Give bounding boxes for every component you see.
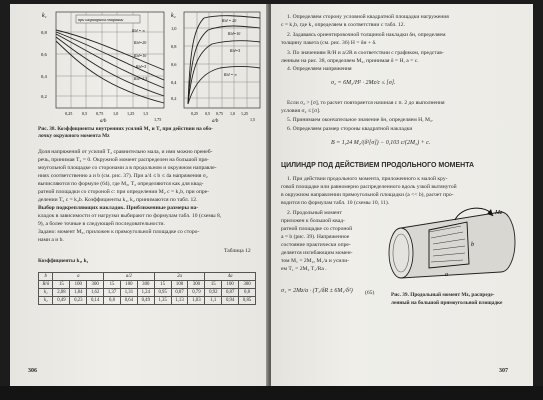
section-line-5: приложен к большой квад-: [281, 218, 345, 224]
paragraph-line-4: вычисляются по формуле (64), где M₂, T₂ определяются как для квад-: [38, 181, 204, 187]
k2-xtick-4: 1,25: [241, 111, 248, 116]
k1-ytick-1: 0,6: [41, 52, 47, 57]
k1-box-label: при шарнирном опирании: [78, 17, 124, 22]
formula-sigma1: σ₁ = 2Mz/a · (T₁/δR ± 6M₁/δ²): [281, 288, 353, 294]
k2-ytick-3: 0,4: [171, 80, 177, 85]
figure-label-moment: Mz: [495, 210, 503, 216]
section-heading: ЦИЛИНДР ПОД ДЕЙСТВИЕМ ПРОДОЛЬНОГО МОМЕНТА: [281, 162, 475, 169]
page-number-right: 307: [499, 368, 508, 374]
k2-axis-label: k₂: [171, 13, 176, 19]
right-page: [271, 4, 533, 386]
k1-ytick-0: 0,8: [41, 30, 47, 35]
k2-ytick-1: 0,8: [171, 44, 177, 49]
paragraph-line-7: Выбор подкрепляющих накладок. Приближенные размеры на-: [38, 205, 199, 211]
k2-curve-label-0: R/d = 20: [222, 18, 237, 23]
section-line-6: ратной площадке со стороной: [281, 226, 353, 232]
table-cell: k₁: [39, 289, 53, 297]
paragraph-line-5: ратной площадки со стороной c: при определении M₂ c = k₁b, при опре-: [38, 189, 210, 195]
k2-xtick-5: 1,5: [250, 117, 255, 122]
table-cell: 0,23: [70, 297, 87, 305]
table-row: [39, 289, 256, 297]
figure-label-a: a: [445, 272, 448, 278]
step-line-1: c = k₁b, где k₁ определяем в соответствии с табл. 12.: [281, 22, 405, 28]
section-line-1: говой площадке или равномерно распределенного вдоль узкой вытянутой: [281, 184, 457, 190]
table-cell: 1,35: [154, 297, 171, 305]
table-title: Таблица 12: [224, 248, 251, 254]
table-cell: 0,49: [53, 297, 70, 305]
table-cell: 15: [53, 281, 70, 289]
table-cell: 2,08: [53, 289, 70, 297]
k2-curve-1: [188, 16, 260, 104]
page-number-left: 306: [28, 368, 37, 374]
section-line-8: состояние практически опре-: [281, 242, 351, 248]
k2-curve-label-3: R/d = ∞: [224, 72, 238, 77]
step-line-5: ленным на рис. 38, определяем M₂, принимая δ = H, a = c.: [281, 58, 419, 64]
formula-b: B = 1,24 M₂/(δ²[σ]) − 0,103 c/(2M₂) + c.: [331, 140, 431, 146]
table-header-row: [39, 273, 256, 281]
formula-sigma2: σ₂ = 6M₂/H² · 2Mz/c ≤ [σ].: [331, 80, 396, 86]
step-line-3: толщину пакета (см. рис. 36) H = δн + δ.: [281, 40, 377, 46]
k2-ytick-2: 0,6: [171, 62, 177, 67]
k2-curve-label-2: R/d=5: [230, 48, 241, 53]
cylinder-figure: [383, 202, 529, 284]
table-cell: 0,64: [120, 297, 137, 305]
figure-caption-38: Рис. 38. Коэффициенты внутренних усилий M₂ и T₂ при действии на обо-: [38, 126, 213, 132]
table-cell: 100: [120, 281, 137, 289]
table-cell: 300: [137, 281, 154, 289]
table-cell: 0,85: [239, 297, 256, 305]
table-cell: 0,49: [137, 297, 154, 305]
table-cell: 1,62: [87, 289, 104, 297]
figure-caption-39: Рис. 39. Продольный момент Mz, распреде-: [391, 292, 495, 298]
paragraph-line-6: делении T₂ c = k₂b. Коэффициенты k₁, k₂ принимаются по табл. 12.: [38, 197, 198, 203]
after-formula-line-1: условия σ₂ ≤ [σ].: [281, 108, 321, 114]
k2-xtick-0: 0,25: [191, 111, 198, 116]
figure-caption-38-cont: лочку окружного момента Mz: [38, 133, 110, 139]
paragraph-line-2: моугольной площадке со сторонами a в продольном и окружном направле-: [38, 165, 217, 171]
k1-curve-label-1: R/d=20: [134, 40, 147, 45]
paragraph-line-8: кладок в зависимости от нагрузки выбирают по формулам табл. 10 (схемы 8,: [38, 213, 222, 219]
table-cell: 0,79: [188, 289, 205, 297]
section-line-0: 1. При действии продольного момента, приложенного к малой кру-: [287, 176, 448, 182]
paragraph-line-10: Задано: момент M₂, приложен к прямоугольной площадке со сторо-: [38, 229, 200, 235]
table-caption: Коэффициенты k₁, k₂: [38, 258, 89, 264]
k2-xtick-3: 1,0: [230, 111, 235, 116]
k1-xtick-0: 0,25: [65, 111, 73, 116]
table-header-cell: a: [53, 273, 104, 281]
coefficients-table: [38, 272, 256, 305]
k1-xtick-6: 1,75: [154, 117, 162, 122]
table-cell: 1,13: [171, 297, 188, 305]
after-formula-line-3: 6. Определяем размер стороны квадратной накладки: [287, 126, 413, 132]
table-cell: R/δ: [39, 281, 53, 289]
k1-xtick-1: 0,5: [82, 111, 88, 116]
section-line-2: в окружном направлении прямоугольной площадки (a << b), расчет про-: [281, 192, 454, 198]
table-cell: 0,8: [104, 297, 121, 305]
table-cell: 300: [188, 281, 205, 289]
section-line-9: деляется изгибающим момен-: [281, 250, 353, 256]
table-header-cell: b: [39, 273, 53, 281]
background-edge: [0, 386, 543, 400]
k1-xtick-4: 1,25: [127, 111, 135, 116]
section-line-3: водится по формулам табл. 10 (схемы 10, 11).: [281, 200, 390, 206]
paragraph-line-9: 9), а более точные в следующей последовательности.: [38, 221, 165, 227]
table-cell: 100: [171, 281, 188, 289]
k1-curve-label-4: R/d=2,5: [134, 76, 148, 81]
table-header-cell: a/2: [104, 273, 155, 281]
k1-ytick-3: 0,2: [41, 94, 47, 99]
k2-xaxis-label: a/b: [212, 119, 219, 124]
k1-curve-label-3: R/d=5: [136, 64, 147, 69]
k2-curve-2: [188, 26, 260, 104]
k1-curve-label-0: R/d = ∞: [132, 28, 146, 33]
table-cell: 100: [222, 281, 239, 289]
table-cell: 0,8: [239, 289, 256, 297]
table-cell: 1,24: [137, 289, 154, 297]
figure-label-b: b: [471, 242, 474, 248]
table-header-cell: 2a: [154, 273, 205, 281]
table-cell: 100: [70, 281, 87, 289]
table-cell: 15: [205, 281, 222, 289]
table-cell: 0,87: [171, 289, 188, 297]
table-header-cell: 4a: [205, 273, 256, 281]
section-line-4: 2. Продольный момент: [287, 210, 342, 216]
k1-xtick-5: 1,5: [143, 111, 149, 116]
paragraph-line-1: речь, принимая T₂ = 0. Окружной момент распределен на большой пря-: [38, 157, 209, 163]
k2-ytick-0: 1,0: [171, 26, 177, 31]
formula-sigma1-number: (65): [365, 290, 375, 296]
section-line-10: том M₁ = 2M₂, M₁/a и усили-: [281, 258, 350, 264]
k1-xtick-3: 1,0: [113, 111, 119, 116]
step-line-4: 3. По значениям R/H и a/2R в соответствии с графиком, представ-: [287, 50, 444, 56]
k1-xaxis-label: a/b: [100, 119, 107, 124]
cylinder-front-end: [389, 228, 413, 278]
after-formula-line-2: 5. Принимаем окончательное значение δн, определяем H, M₂.: [287, 117, 434, 123]
k1-xtick-2: 0,75: [96, 111, 104, 116]
table-cell: 0,14: [87, 297, 104, 305]
step-line-6: 4. Определяем напряжения: [287, 66, 352, 72]
k2-curve-label-1: R/d=10: [228, 31, 241, 36]
chart-k1: [40, 8, 170, 124]
table-cell: 300: [239, 281, 256, 289]
table-cell: 1,31: [120, 289, 137, 297]
table-cell: 0,87: [222, 289, 239, 297]
figure-caption-39-cont: ленный на большой прямоугольной площадке: [391, 300, 503, 306]
paragraph-line-0: Доля напряжений от усилий T₂ сравнительно мала, и ими можно пренеб-: [38, 149, 213, 155]
section-line-11: ем T₁ = 2M₂ T₁/Ra .: [281, 266, 327, 272]
step-line-0: 1. Определяем сторону условной квадратной площадки нагружения: [287, 14, 449, 20]
after-formula-line-0: Если σ₂ > [σ], то расчет повторяется начиная с п. 2 до выполнения: [287, 100, 445, 106]
k1-ytick-2: 0,4: [41, 74, 47, 79]
table-cell: 15: [104, 281, 121, 289]
k1-axis-label: k₁: [42, 13, 47, 19]
table-row: [39, 297, 256, 305]
chart-k2: [170, 8, 264, 124]
step-line-2: 2. Задаваясь ориентировочной толщиной накладки δн, определяем: [287, 32, 446, 38]
table-cell: 1,37: [104, 289, 121, 297]
table-cell: 300: [87, 281, 104, 289]
table-cell: 1,84: [70, 289, 87, 297]
table-cell: 15: [154, 281, 171, 289]
k1-curve-label-2: R/d=10: [134, 53, 147, 58]
table-cell: 1,1: [205, 297, 222, 305]
left-page: [10, 4, 268, 386]
table-cell: 0,94: [222, 297, 239, 305]
paragraph-line-3: ниях соответственно a и b (см. рис. 37). При a/4 ≤ b ≤ 4a напряжения σ₂: [38, 173, 208, 179]
section-line-7: a = b (рис. 39). Напряженное: [281, 234, 350, 240]
table-cell: 0,95: [154, 289, 171, 297]
k2-xtick-1: 0,5: [205, 111, 210, 116]
table-cell: k₂: [39, 297, 53, 305]
table-cell: 0,92: [205, 289, 222, 297]
table-cell: 1,03: [188, 297, 205, 305]
k2-xtick-2: 0,75: [216, 111, 223, 116]
paragraph-line-11: нами a и b.: [38, 237, 64, 243]
k2-ytick-4: 0,2: [171, 96, 177, 101]
table-row: [39, 281, 256, 289]
cylinder-body: [401, 212, 515, 278]
